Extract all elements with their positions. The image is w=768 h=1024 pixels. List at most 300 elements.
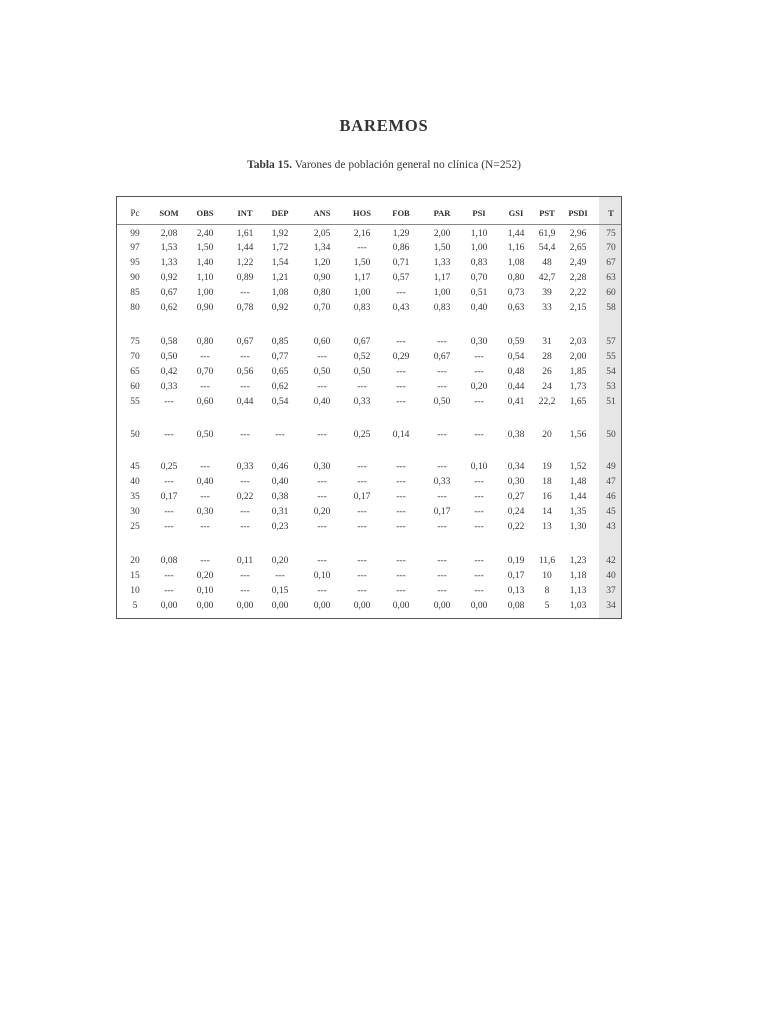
table-cell-hos: 0,50 [353,367,371,377]
table-cell-gsi: 0,13 [507,586,525,596]
table-cell-ans: --- [317,430,327,440]
column-header-psi: PSI [472,208,486,218]
table-row [117,430,621,442]
table-cell-fob: --- [396,586,406,596]
table-cell-som: 0,25 [160,462,178,472]
table-cell-ans: 0,70 [313,303,331,313]
table-cell-som: 0,08 [160,556,178,566]
table-cell-hos: --- [357,243,367,253]
column-header-par: PAR [433,208,451,218]
table-cell-ans: 0,50 [313,367,331,377]
table-cell-psdi: 2,49 [569,258,587,268]
table-cell-hos: 2,16 [353,229,371,239]
table-cell-int: --- [240,507,250,517]
table-cell-ans: 1,34 [313,243,331,253]
table-cell-psdi: 1,73 [569,382,587,392]
table-cell-hos: --- [357,556,367,566]
table-cell-pc: 55 [130,397,140,407]
table-cell-pst: 26 [542,367,552,377]
table-cell-hos: 0,00 [353,601,371,611]
table-cell-int: --- [240,382,250,392]
table-cell-psi: --- [474,586,484,596]
table-cell-int: --- [240,586,250,596]
table-cell-ans: 0,90 [313,273,331,283]
table-cell-dep: 0,00 [271,601,289,611]
column-header-gsi: GSI [508,208,524,218]
table-cell-t: 57 [606,337,616,347]
table-cell-pst: 22,2 [538,397,556,407]
table-cell-par: 1,50 [433,243,451,253]
table-cell-fob: --- [396,462,406,472]
table-cell-fob: --- [396,507,406,517]
table-cell-pc: 90 [130,273,140,283]
table-cell-hos: --- [357,382,367,392]
table-cell-gsi: 0,22 [507,522,525,532]
table-cell-hos: 0,25 [353,430,371,440]
table-cell-par: --- [437,522,447,532]
table-cell-int: --- [240,522,250,532]
column-header-hos: HOS [353,208,371,218]
table-cell-pst: 39 [542,288,552,298]
table-cell-int: --- [240,352,250,362]
table-caption [0,159,768,171]
table-cell-som: 0,00 [160,601,178,611]
table-cell-pst: 16 [542,492,552,502]
table-cell-hos: 1,17 [353,273,371,283]
table-cell-psi: --- [474,507,484,517]
table-cell-pc: 15 [130,571,140,581]
table-cell-gsi: 1,44 [507,229,525,239]
table-cell-psdi: 1,18 [569,571,587,581]
table-cell-par: 0,00 [433,601,451,611]
table-cell-int: 0,89 [236,273,254,283]
table-cell-pst: 20 [542,430,552,440]
table-cell-psi: --- [474,571,484,581]
table-cell-pst: 28 [542,352,552,362]
table-cell-pc: 65 [130,367,140,377]
table-cell-gsi: 0,59 [507,337,525,347]
page-heading: BAREMOS [339,116,429,135]
table-cell-psdi: 1,35 [569,507,587,517]
table-cell-hos: 1,50 [353,258,371,268]
table-cell-t: 67 [606,258,616,268]
table-cell-obs: 1,50 [196,243,214,253]
table-cell-int: 1,44 [236,243,254,253]
table-cell-dep: 0,54 [271,397,289,407]
table-cell-som: --- [164,397,174,407]
table-cell-dep: 0,46 [271,462,289,472]
table-cell-fob: 0,86 [392,243,410,253]
table-cell-psdi: 1,56 [569,430,587,440]
table-cell-t: 51 [606,397,616,407]
table-cell-par: 1,33 [433,258,451,268]
table-cell-pst: 54,4 [538,243,556,253]
table-cell-obs: 0,80 [196,337,214,347]
table-cell-psi: 1,00 [470,243,488,253]
table-cell-pst: 31 [542,337,552,347]
table-cell-psdi: 1,30 [569,522,587,532]
table-cell-gsi: 1,08 [507,258,525,268]
table-cell-fob: --- [396,288,406,298]
table-cell-gsi: 0,17 [507,571,525,581]
table-cell-int: 0,11 [236,556,254,566]
table-cell-obs: 0,90 [196,303,214,313]
table-row [117,337,621,349]
table-cell-t: 46 [606,492,616,502]
table-cell-dep: 0,77 [271,352,289,362]
table-cell-som: --- [164,571,174,581]
table-cell-par: 0,17 [433,507,451,517]
table-cell-fob: 0,29 [392,352,410,362]
column-header-som: SOM [159,208,179,218]
table-cell-pc: 35 [130,492,140,502]
table-cell-psi: 0,40 [470,303,488,313]
table-cell-dep: 0,15 [271,586,289,596]
table-cell-obs: 2,40 [196,229,214,239]
table-cell-hos: --- [357,522,367,532]
table-cell-gsi: 0,30 [507,477,525,487]
table-row [117,477,621,489]
table-cell-fob: 0,00 [392,601,410,611]
column-header-pst: PST [539,208,555,218]
table-cell-hos: 0,67 [353,337,371,347]
table-cell-hos: --- [357,462,367,472]
table-cell-som: --- [164,586,174,596]
table-cell-obs: --- [200,556,210,566]
table-cell-t: 70 [606,243,616,253]
table-cell-gsi: 0,24 [507,507,525,517]
table-cell-pst: 14 [542,507,552,517]
table-cell-psdi: 2,03 [569,337,587,347]
table-cell-int: 0,78 [236,303,254,313]
table-row [117,352,621,364]
table-cell-int: 0,56 [236,367,254,377]
table-row [117,571,621,583]
table-cell-dep: 1,72 [271,243,289,253]
table-cell-hos: 0,17 [353,492,371,502]
table-cell-fob: --- [396,556,406,566]
table-cell-som: 1,53 [160,243,178,253]
table-cell-obs: --- [200,492,210,502]
table-cell-psi: --- [474,556,484,566]
table-cell-dep: 1,54 [271,258,289,268]
table-cell-par: 0,83 [433,303,451,313]
table-cell-t: 53 [606,382,616,392]
table-cell-pc: 85 [130,288,140,298]
table-cell-par: 1,17 [433,273,451,283]
table-cell-pc: 50 [130,430,140,440]
table-cell-obs: 0,50 [196,430,214,440]
table-cell-t: 37 [606,586,616,596]
table-cell-som: 0,33 [160,382,178,392]
table-cell-psi: 0,51 [470,288,488,298]
table-cell-som: 0,42 [160,367,178,377]
table-cell-fob: --- [396,477,406,487]
table-row [117,303,621,315]
column-header-fob: FOB [392,208,410,218]
table-cell-dep: 0,20 [271,556,289,566]
table-cell-pst: 42,7 [538,273,556,283]
table-cell-int: 0,00 [236,601,254,611]
table-cell-pc: 20 [130,556,140,566]
table-cell-fob: 1,29 [392,229,410,239]
table-cell-hos: 0,83 [353,303,371,313]
table-cell-t: 54 [606,367,616,377]
table-cell-obs: 0,00 [196,601,214,611]
table-cell-pc: 40 [130,477,140,487]
column-header-psdi: PSDI [568,208,588,218]
table-cell-gsi: 1,16 [507,243,525,253]
table-cell-par: --- [437,556,447,566]
table-cell-som: 2,08 [160,229,178,239]
table-cell-obs: --- [200,352,210,362]
table-cell-pst: 24 [542,382,552,392]
caption-label: Tabla 15. [247,159,293,171]
table-cell-hos: --- [357,571,367,581]
table-cell-obs: 0,60 [196,397,214,407]
table-cell-fob: --- [396,522,406,532]
column-header-int: INT [237,208,253,218]
table-cell-psi: 0,70 [470,273,488,283]
table-cell-psdi: 1,48 [569,477,587,487]
table-cell-t: 75 [606,229,616,239]
norms-table [116,196,622,619]
table-cell-psi: 0,30 [470,337,488,347]
table-cell-t: 63 [606,273,616,283]
table-cell-ans: --- [317,522,327,532]
table-cell-gsi: 0,34 [507,462,525,472]
table-cell-int: --- [240,571,250,581]
table-row [117,382,621,394]
table-cell-pst: 13 [542,522,552,532]
table-cell-ans: 0,80 [313,288,331,298]
table-cell-pc: 30 [130,507,140,517]
table-cell-hos: --- [357,586,367,596]
table-row [117,462,621,474]
table-cell-obs: 0,70 [196,367,214,377]
table-cell-pc: 95 [130,258,140,268]
table-cell-dep: 0,38 [271,492,289,502]
table-cell-dep: --- [275,571,285,581]
table-cell-psi: 0,00 [470,601,488,611]
table-cell-som: --- [164,522,174,532]
table-cell-psdi: 1,52 [569,462,587,472]
table-cell-obs: --- [200,522,210,532]
table-cell-int: 0,22 [236,492,254,502]
table-cell-psi: 0,10 [470,462,488,472]
table-cell-pst: 10 [542,571,552,581]
table-cell-int: 0,44 [236,397,254,407]
table-cell-pc: 97 [130,243,140,253]
table-cell-pc: 60 [130,382,140,392]
table-cell-gsi: 0,48 [507,367,525,377]
table-cell-pst: 11,6 [538,556,556,566]
table-cell-pst: 5 [544,601,550,611]
table-cell-par: --- [437,462,447,472]
table-cell-ans: 1,20 [313,258,331,268]
table-cell-pc: 99 [130,229,140,239]
table-cell-int: 0,33 [236,462,254,472]
table-cell-par: --- [437,337,447,347]
table-cell-psi: --- [474,352,484,362]
table-cell-ans: --- [317,477,327,487]
table-cell-int: 0,67 [236,337,254,347]
table-cell-dep: 0,23 [271,522,289,532]
table-cell-hos: 0,52 [353,352,371,362]
table-cell-fob: 0,14 [392,430,410,440]
column-header-pc: Pc [130,208,140,218]
table-cell-pc: 80 [130,303,140,313]
table-cell-psdi: 1,23 [569,556,587,566]
table-cell-par: 0,67 [433,352,451,362]
table-cell-ans: 0,10 [313,571,331,581]
column-header-dep: DEP [271,208,289,218]
table-cell-psdi: 1,44 [569,492,587,502]
table-row [117,273,621,285]
table-cell-pc: 70 [130,352,140,362]
table-cell-psdi: 2,00 [569,352,587,362]
table-cell-pst: 18 [542,477,552,487]
table-cell-som: 1,33 [160,258,178,268]
table-cell-psdi: 2,65 [569,243,587,253]
table-cell-som: --- [164,507,174,517]
table-cell-obs: 0,30 [196,507,214,517]
table-cell-par: 1,00 [433,288,451,298]
table-cell-par: 0,50 [433,397,451,407]
table-cell-fob: --- [396,492,406,502]
table-row [117,522,621,534]
table-cell-gsi: 0,38 [507,430,525,440]
table-cell-t: 49 [606,462,616,472]
table-cell-dep: 0,65 [271,367,289,377]
table-cell-pc: 45 [130,462,140,472]
table-cell-ans: 2,05 [313,229,331,239]
table-cell-fob: 0,57 [392,273,410,283]
table-cell-int: --- [240,288,250,298]
table-cell-obs: 0,40 [196,477,214,487]
table-cell-t: 40 [606,571,616,581]
table-cell-dep: 0,92 [271,303,289,313]
table-cell-ans: --- [317,382,327,392]
table-cell-pst: 33 [542,303,552,313]
table-cell-som: 0,17 [160,492,178,502]
table-cell-ans: 0,20 [313,507,331,517]
table-cell-int: 1,61 [236,229,254,239]
table-cell-pst: 19 [542,462,552,472]
table-header-row [117,208,621,222]
table-cell-psdi: 1,85 [569,367,587,377]
table-cell-obs: 0,10 [196,586,214,596]
table-cell-psdi: 2,15 [569,303,587,313]
table-cell-fob: --- [396,367,406,377]
table-cell-obs: 1,40 [196,258,214,268]
table-cell-obs: --- [200,382,210,392]
table-cell-psi: 1,10 [470,229,488,239]
table-cell-t: 34 [606,601,616,611]
table-cell-t: 58 [606,303,616,313]
table-cell-gsi: 0,19 [507,556,525,566]
column-header-ans: ANS [313,208,331,218]
header-divider [117,224,621,225]
table-cell-ans: 0,60 [313,337,331,347]
table-cell-obs: 1,00 [196,288,214,298]
table-cell-som: 0,62 [160,303,178,313]
table-cell-som: --- [164,477,174,487]
table-cell-t: 55 [606,352,616,362]
table-cell-pst: 61,9 [538,229,556,239]
table-cell-som: --- [164,430,174,440]
table-cell-som: 0,58 [160,337,178,347]
table-cell-psdi: 1,13 [569,586,587,596]
table-row [117,586,621,598]
table-cell-psi: --- [474,522,484,532]
table-cell-pst: 8 [544,586,550,596]
table-cell-psdi: 2,28 [569,273,587,283]
table-row [117,601,621,613]
table-cell-psi: --- [474,477,484,487]
table-cell-psdi: 1,65 [569,397,587,407]
table-cell-t: 47 [606,477,616,487]
table-cell-psi: --- [474,397,484,407]
table-cell-psi: --- [474,367,484,377]
table-cell-par: --- [437,586,447,596]
table-cell-pc: 25 [130,522,140,532]
table-cell-dep: 1,92 [271,229,289,239]
table-cell-fob: --- [396,337,406,347]
table-cell-ans: --- [317,586,327,596]
table-cell-par: --- [437,571,447,581]
table-cell-par: --- [437,430,447,440]
table-cell-som: 0,50 [160,352,178,362]
table-cell-gsi: 0,08 [507,601,525,611]
table-cell-psi: --- [474,430,484,440]
table-cell-hos: 0,33 [353,397,371,407]
caption-text: Varones de población general no clínica (N=252) [292,159,521,171]
table-cell-t: 50 [606,430,616,440]
table-cell-ans: --- [317,492,327,502]
table-cell-som: 0,92 [160,273,178,283]
table-row [117,229,621,241]
table-cell-dep: 0,85 [271,337,289,347]
table-cell-obs: --- [200,462,210,472]
table-cell-gsi: 0,80 [507,273,525,283]
table-cell-par: --- [437,382,447,392]
table-cell-gsi: 0,54 [507,352,525,362]
table-cell-dep: 0,62 [271,382,289,392]
table-cell-hos: 1,00 [353,288,371,298]
table-row [117,258,621,270]
table-cell-psi: 0,20 [470,382,488,392]
table-cell-som: 0,67 [160,288,178,298]
table-cell-ans: 0,30 [313,462,331,472]
table-row [117,243,621,255]
table-cell-int: 1,22 [236,258,254,268]
table-cell-t: 43 [606,522,616,532]
table-cell-gsi: 0,73 [507,288,525,298]
table-cell-obs: 0,20 [196,571,214,581]
table-cell-par: 2,00 [433,229,451,239]
table-cell-dep: 0,31 [271,507,289,517]
table-cell-gsi: 0,41 [507,397,525,407]
table-cell-pc: 75 [130,337,140,347]
table-cell-psi: --- [474,492,484,502]
table-cell-fob: --- [396,397,406,407]
table-cell-gsi: 0,63 [507,303,525,313]
table-cell-pc: 5 [132,601,138,611]
table-cell-psdi: 2,96 [569,229,587,239]
table-cell-t: 45 [606,507,616,517]
table-cell-dep: 0,40 [271,477,289,487]
